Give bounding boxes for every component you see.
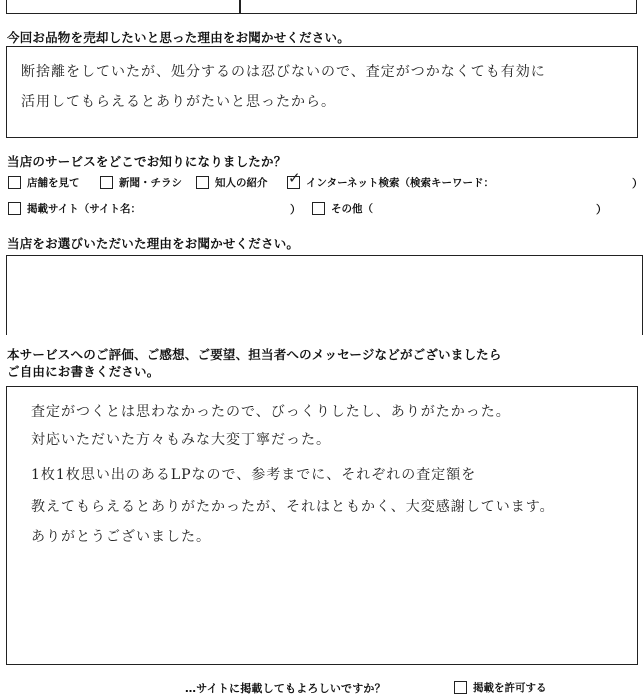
q2-question: 当店のサービスをどこでお知りになりましたか？: [7, 154, 287, 169]
internet-label: インターネット検索（検索キーワード：: [306, 177, 495, 189]
footer-question: …サイトに掲載してもよろしいですか？: [185, 682, 386, 695]
q4-answer-line-1: 査定がつくとは思わなかったので、びっくりしたし、ありがたかった。: [31, 404, 511, 420]
option-newspaper[interactable]: [100, 175, 182, 190]
other-checkbox[interactable]: [312, 202, 325, 215]
newspaper-label: 新聞・チラシ: [119, 177, 182, 189]
checkmark-icon: ✓: [288, 169, 301, 187]
q4-answer-line-5: ありがとうございました。: [31, 529, 211, 545]
internet-checkbox[interactable]: [287, 169, 301, 189]
q4-question-line-2: ご自由にお書きください。: [7, 364, 160, 379]
site-checkbox[interactable]: [8, 202, 21, 215]
option-friend[interactable]: [196, 175, 268, 190]
q4-answer-line-2: 対応いただいた方々もみな大変丁寧だった。: [31, 432, 331, 448]
site-label: 掲載サイト（サイト名：: [27, 203, 142, 215]
q3-answer-box[interactable]: [6, 255, 643, 335]
previous-answer-box-right: [240, 0, 637, 14]
q4-answer-line-4: 教えてもらえるとありがたかったが、それはともかく、大変感謝しています。: [31, 499, 555, 515]
option-other[interactable]: [312, 201, 373, 216]
q3-question: 当店をお選びいただいた理由をお聞かせください。: [7, 236, 300, 251]
option-store[interactable]: [8, 175, 80, 190]
permit-checkbox[interactable]: [454, 681, 467, 694]
q4-question-line-1: 本サービスへのご評価、ご感想、ご要望、担当者へのメッセージなどがございましたら: [7, 347, 502, 362]
q1-answer-box[interactable]: [6, 46, 638, 138]
store-label: 店舗を見て: [27, 177, 80, 189]
store-checkbox[interactable]: [8, 176, 21, 189]
q4-answer-box[interactable]: [6, 386, 638, 665]
option-site[interactable]: [8, 201, 141, 216]
site-close-paren: ）: [290, 203, 301, 216]
q1-question: 今回お品物を売却したいと思った理由をお聞かせください。: [7, 30, 350, 45]
friend-label: 知人の紹介: [215, 177, 268, 189]
q1-answer-line-2: 活用してもらえるとありがたいと思ったから。: [21, 94, 336, 110]
other-label: その他（: [331, 203, 373, 215]
footer-option-permit[interactable]: [454, 680, 547, 695]
newspaper-checkbox[interactable]: [100, 176, 113, 189]
q1-answer-line-1: 断捨離をしていたが、処分するのは忍びないので、査定がつかなくても有効に: [21, 64, 546, 80]
option-internet[interactable]: [287, 169, 495, 190]
previous-answer-box-left: [6, 0, 240, 14]
other-close-paren: ）: [596, 203, 607, 216]
permit-label: 掲載を許可する: [473, 682, 547, 694]
internet-close-paren: ）: [632, 177, 643, 190]
q4-answer-line-3: 1枚1枚思い出のあるLPなので、参考までに、それぞれの査定額を: [31, 467, 477, 483]
friend-checkbox[interactable]: [196, 176, 209, 189]
